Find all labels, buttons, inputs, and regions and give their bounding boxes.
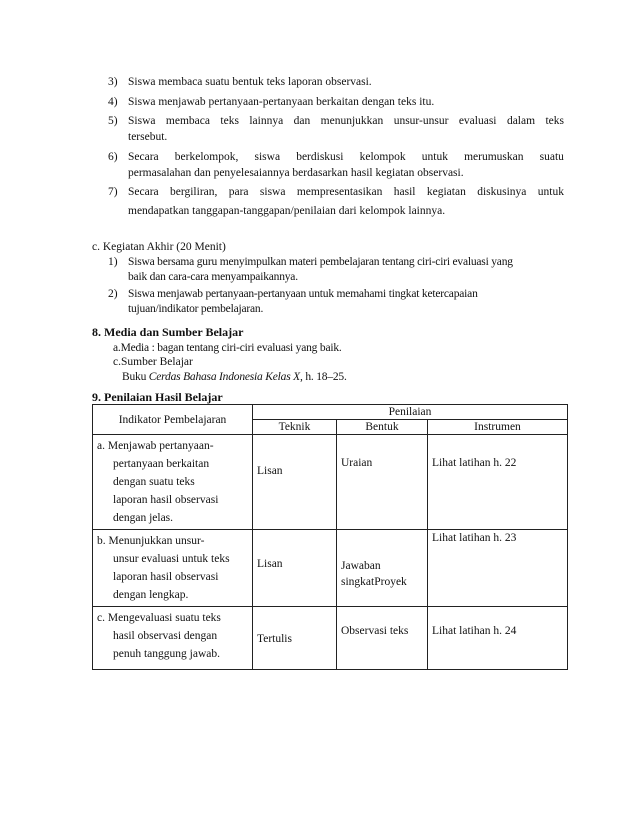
kegiatan-akhir-heading: c. Kegiatan Akhir (20 Menit)	[92, 241, 226, 253]
table-row	[93, 435, 568, 530]
indikator-line: laporan hasil observasi	[113, 571, 219, 583]
indikator-line: unsur evaluasi untuk teks	[113, 553, 230, 565]
indikator-line: hasil observasi dengan	[113, 630, 218, 642]
akhir-1-line2: baik dan cara-cara menyampaikannya.	[128, 271, 298, 283]
indikator-cell	[93, 435, 253, 530]
step-4-num: 4)	[108, 96, 118, 108]
table-row	[93, 530, 568, 607]
word: merumuskan	[464, 151, 524, 163]
akhir-1-line1: Siswa bersama guru menyimpulkan materi pembelajaran tentang ciri-ciri evaluasi yang	[128, 256, 513, 268]
word: Secara	[128, 186, 159, 198]
word: Siswa	[128, 115, 156, 127]
header-teknik: Teknik	[253, 420, 337, 435]
word: siswa	[259, 186, 286, 198]
indikator-line: b. Menunjukkan unsur-	[97, 535, 205, 547]
word: mempresentasikan	[296, 186, 383, 198]
teknik-cell: Tertulis	[253, 607, 337, 670]
word: berdiskusi	[296, 151, 344, 163]
buku-prefix: Buku	[122, 371, 149, 383]
step-3-num: 3)	[108, 76, 118, 88]
indikator-line: penuh tanggung jawab.	[113, 648, 220, 660]
penilaian-heading: 9. Penilaian Hasil Belajar	[92, 390, 223, 404]
word: untuk	[537, 186, 564, 198]
word: teks	[545, 115, 564, 127]
word: diskusinya	[477, 186, 527, 198]
indikator-cell	[93, 607, 253, 670]
word: teks	[220, 115, 239, 127]
teknik-cell: Lisan	[253, 435, 337, 530]
akhir-2-num: 2)	[108, 288, 118, 300]
akhir-2-line2: tujuan/indikator pembelajaran.	[128, 303, 264, 315]
table-row	[93, 607, 568, 670]
word: evaluasi	[458, 115, 497, 127]
word: membaca	[165, 115, 210, 127]
word: kegiatan	[426, 186, 466, 198]
word: dan	[293, 115, 311, 127]
buku-suffix: h. 18–25.	[302, 371, 347, 383]
word: bergiliran,	[170, 186, 218, 198]
instrumen-cell: Lihat latihan h. 23	[428, 530, 568, 607]
word: kelompok	[359, 151, 406, 163]
indikator-line: dengan suatu teks	[113, 476, 195, 488]
word: unsur-unsur	[393, 115, 449, 127]
penilaian-table	[92, 404, 568, 670]
word: hasil	[393, 186, 416, 198]
word: siswa	[254, 151, 281, 163]
header-indikator: Indikator Pembelajaran	[93, 405, 253, 435]
step-7-line2: mendapatkan tanggapan-tanggapan/penilaian dari kelompok lainnya.	[128, 205, 446, 217]
indikator-line: a. Menjawab pertanyaan-	[97, 440, 214, 452]
instrumen-cell: Lihat latihan h. 24	[428, 607, 568, 670]
step-5-line2: tersebut.	[128, 131, 168, 143]
media-heading: 8. Media dan Sumber Belajar	[92, 325, 244, 339]
indikator-line: laporan hasil observasi	[113, 494, 219, 506]
indikator-cell	[93, 530, 253, 607]
header-instrumen: Instrumen	[428, 420, 568, 435]
word: berkelompok,	[174, 151, 239, 163]
bentuk-cell: Observasi teks	[337, 607, 428, 670]
step-4-text: Siswa menjawab pertanyaan-pertanyaan berkaitan dengan teks itu.	[128, 96, 435, 108]
akhir-2-line1: Siswa menjawab pertanyaan-pertanyaan untuk memahami tingkat ketercapaian	[128, 288, 478, 300]
word: Secara	[128, 151, 159, 163]
step-7-num: 7)	[108, 186, 118, 198]
word: untuk	[421, 151, 448, 163]
sumber-line: c.Sumber Belajar	[113, 356, 193, 368]
step-5-num: 5)	[108, 115, 118, 127]
header-bentuk: Bentuk	[337, 420, 428, 435]
bentuk-cell: Jawaban singkatProyek	[337, 530, 428, 607]
header-penilaian: Penilaian	[253, 405, 568, 420]
buku-line	[122, 370, 347, 384]
media-line: a.Media : bagan tentang ciri-ciri evaluasi yang baik.	[113, 342, 342, 354]
step-6-line2: permasalahan dan penyelesaiannya berdasarkan hasil kegiatan observasi.	[128, 167, 464, 179]
step-6-line1	[128, 150, 564, 164]
indikator-line: dengan lengkap.	[113, 589, 189, 601]
bentuk-cell: Uraian	[337, 435, 428, 530]
word: menunjukkan	[320, 115, 384, 127]
step-7-line1	[128, 185, 564, 199]
indikator-line: c. Mengevaluasi suatu teks	[97, 612, 221, 624]
step-3-text: Siswa membaca suatu bentuk teks laporan observasi.	[128, 76, 372, 88]
instrumen-cell: Lihat latihan h. 22	[428, 435, 568, 530]
word: para	[228, 186, 249, 198]
akhir-1-num: 1)	[108, 256, 118, 268]
indikator-line: dengan jelas.	[113, 512, 174, 524]
buku-title: Cerdas Bahasa Indonesia Kelas X,	[148, 371, 303, 383]
teknik-cell: Lisan	[253, 530, 337, 607]
word: suatu	[539, 151, 564, 163]
indikator-line: pertanyaan berkaitan	[113, 458, 210, 470]
word: dalam	[506, 115, 536, 127]
word: lainnya	[249, 115, 284, 127]
step-6-num: 6)	[108, 151, 118, 163]
step-5-line1	[128, 114, 564, 128]
